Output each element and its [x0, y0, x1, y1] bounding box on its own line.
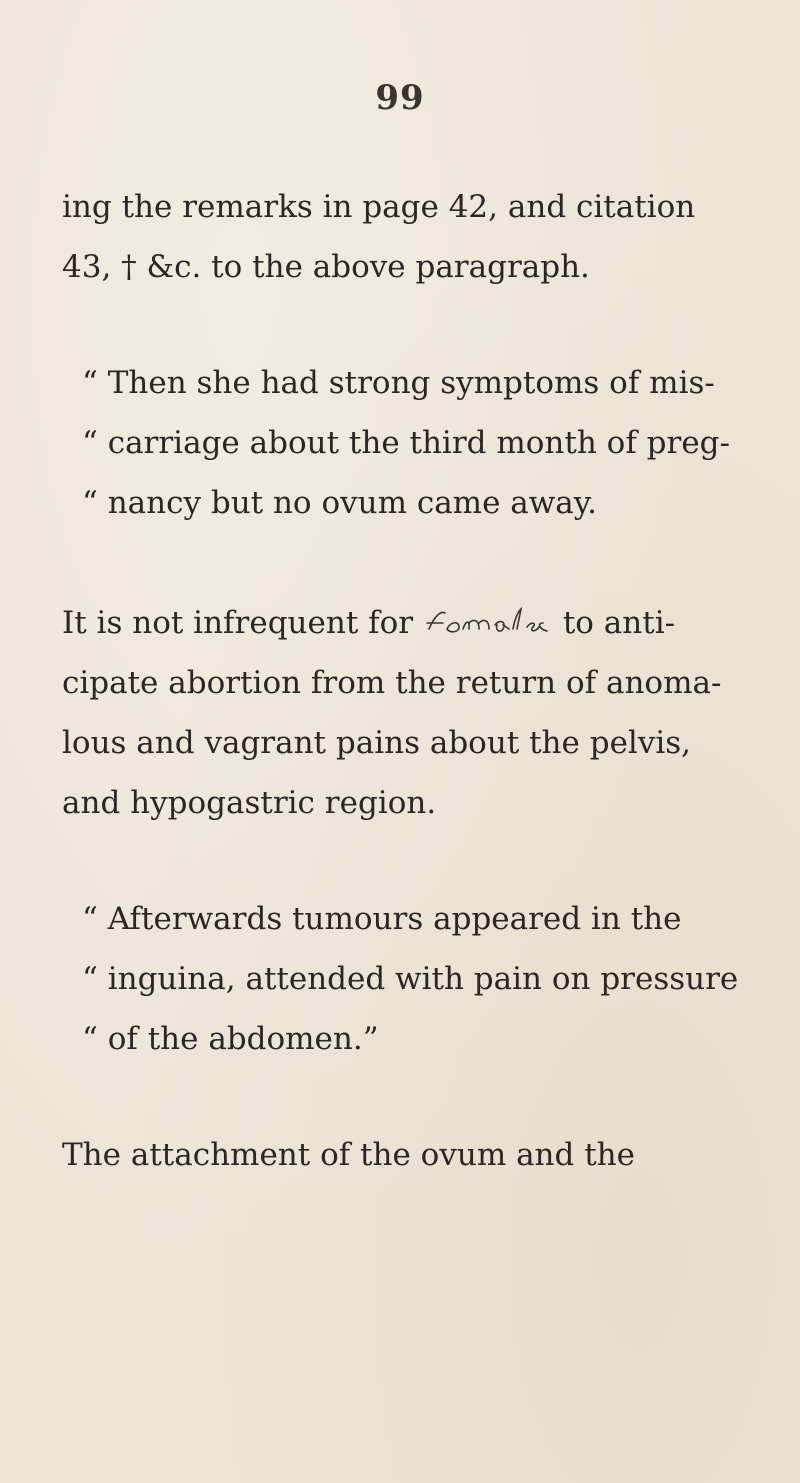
text-line: and hypogastric region. [62, 785, 437, 821]
handwritten-insert [423, 605, 553, 639]
page-number: 99 [375, 78, 425, 118]
quote-line: “ Afterwards tumours appeared in the [82, 901, 682, 937]
text-line: The attachment of the ovum and the [62, 1137, 635, 1173]
quote-line: “ Then she had strong symptoms of mis- [82, 365, 715, 401]
text-fragment: to anti- [562, 605, 676, 641]
text-line: 43, † &c. to the above paragraph. [62, 249, 590, 285]
text-line-with-insert [62, 603, 675, 643]
quote-line: “ inguina, attended with pain on pressure [82, 961, 739, 997]
text-fragment: It is not infrequent for [62, 605, 414, 641]
quote-line: “ of the abdomen.” [82, 1021, 379, 1057]
text-line: cipate abortion from the return of anoma- [62, 665, 722, 701]
quote-line: “ nancy but no ovum came away. [82, 485, 598, 521]
text-line: lous and vagrant pains about the pelvis, [62, 725, 692, 761]
text-line: ing the remarks in page 42, and citation [62, 189, 696, 225]
quote-line: “ carriage about the third month of preg- [82, 425, 730, 461]
